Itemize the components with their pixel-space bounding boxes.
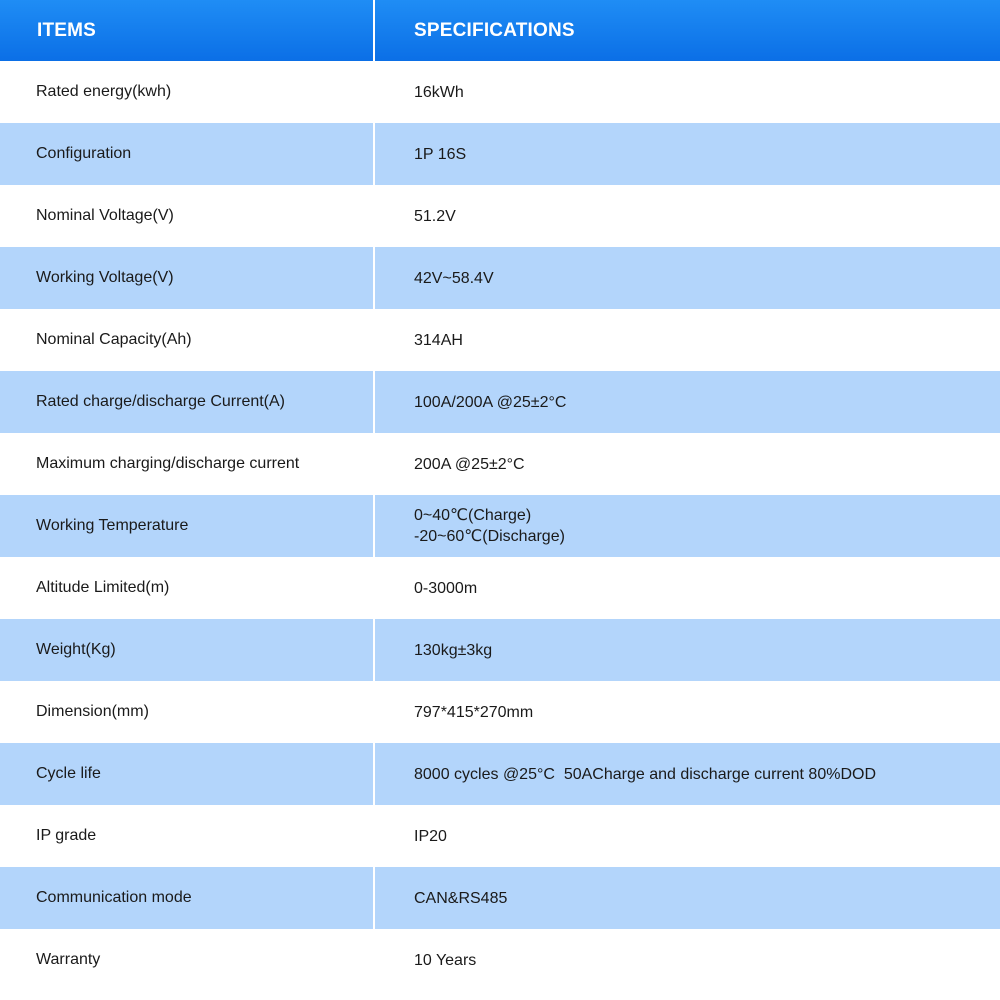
- item-name: Cycle life: [0, 743, 375, 805]
- item-spec: [375, 247, 1000, 309]
- table-row: [0, 743, 1000, 805]
- spec-line: 100A/200A @25±2°C: [414, 393, 567, 411]
- item-name: Warranty: [0, 929, 375, 991]
- table-row: [0, 61, 1000, 123]
- spec-line: 51.2V: [414, 207, 456, 225]
- item-name: Maximum charging/discharge current: [0, 433, 375, 495]
- table-row: [0, 371, 1000, 433]
- item-name: Working Voltage(V): [0, 247, 375, 309]
- spec-line: CAN&RS485: [414, 889, 508, 907]
- item-spec: [375, 929, 1000, 991]
- item-spec: [375, 123, 1000, 185]
- item-spec: [375, 61, 1000, 123]
- spec-line: 8000 cycles @25°C 50ACharge and discharge current 80%DOD: [414, 765, 876, 783]
- item-name: Rated charge/discharge Current(A): [0, 371, 375, 433]
- item-name: Weight(Kg): [0, 619, 375, 681]
- table-row: [0, 805, 1000, 867]
- spec-line: IP20: [414, 827, 447, 845]
- table-row: [0, 123, 1000, 185]
- spec-line: 130kg±3kg: [414, 641, 493, 659]
- item-name: Rated energy(kwh): [0, 61, 375, 123]
- table-row: [0, 867, 1000, 929]
- item-spec: [375, 805, 1000, 867]
- table-row: [0, 433, 1000, 495]
- table-row: [0, 185, 1000, 247]
- item-spec: [375, 867, 1000, 929]
- spec-line: 200A @25±2°C: [414, 455, 525, 473]
- spec-line: 42V~58.4V: [414, 269, 494, 287]
- table-row: [0, 681, 1000, 743]
- spec-line: 10 Years: [414, 951, 477, 969]
- table-row: [0, 495, 1000, 557]
- item-spec: [375, 495, 1000, 557]
- item-name: Configuration: [0, 123, 375, 185]
- table-row: [0, 247, 1000, 309]
- spec-line: -20~60℃(Discharge): [414, 528, 565, 545]
- item-spec: [375, 743, 1000, 805]
- item-spec: [375, 681, 1000, 743]
- table-row: [0, 557, 1000, 619]
- item-name: Working Temperature: [0, 495, 375, 557]
- items-column-header: ITEMS: [0, 0, 375, 61]
- item-spec: [375, 557, 1000, 619]
- spec-line: 1P 16S: [414, 145, 467, 163]
- item-name: Nominal Voltage(V): [0, 185, 375, 247]
- item-name: Dimension(mm): [0, 681, 375, 743]
- table-row: [0, 619, 1000, 681]
- item-spec: [375, 185, 1000, 247]
- table-row: [0, 929, 1000, 991]
- item-spec: [375, 371, 1000, 433]
- item-name: Altitude Limited(m): [0, 557, 375, 619]
- spec-line: 0-3000m: [414, 579, 478, 597]
- item-name: Communication mode: [0, 867, 375, 929]
- specifications-column-header: SPECIFICATIONS: [414, 19, 575, 41]
- item-spec: [375, 309, 1000, 371]
- spec-line: 797*415*270mm: [414, 703, 534, 721]
- table-header: [0, 0, 1000, 61]
- item-spec: [375, 619, 1000, 681]
- spec-line: 0~40℃(Charge): [414, 507, 532, 524]
- spec-line: 314AH: [414, 331, 463, 349]
- table-row: [0, 309, 1000, 371]
- spec-line: 16kWh: [414, 83, 464, 101]
- item-name: Nominal Capacity(Ah): [0, 309, 375, 371]
- item-spec: [375, 433, 1000, 495]
- item-name: IP grade: [0, 805, 375, 867]
